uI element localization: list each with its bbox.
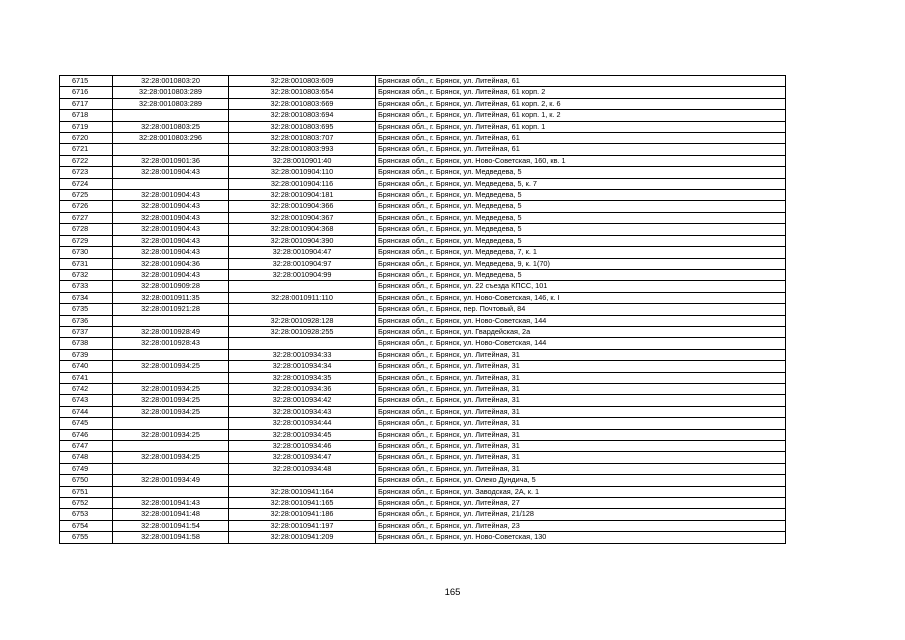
object-number-cell (229, 304, 376, 315)
table-row (60, 338, 786, 349)
land-plot-number-cell: 32:28:0010904:43 (113, 247, 229, 258)
table-row (60, 452, 786, 463)
address-cell: Брянская обл., г. Брянск, ул. Ново-Советская, 160, кв. 1 (376, 155, 786, 166)
table-row (60, 326, 786, 337)
land-plot-number-cell (113, 178, 229, 189)
row-number-cell: 6744 (60, 406, 113, 417)
table-row (60, 178, 786, 189)
address-cell: Брянская обл., г. Брянск, ул. Медведева, 9, к. 1(70) (376, 258, 786, 269)
object-number-cell: 32:28:0010934:42 (229, 395, 376, 406)
table-row (60, 87, 786, 98)
land-plot-number-cell: 32:28:0010904:43 (113, 190, 229, 201)
table-row (60, 395, 786, 406)
address-cell: Брянская обл., г. Брянск, ул. 22 съезда КПСС, 101 (376, 281, 786, 292)
address-cell: Брянская обл., г. Брянск, ул. Ново-Советская, 144 (376, 338, 786, 349)
row-number-cell: 6720 (60, 133, 113, 144)
object-number-cell: 32:28:0010941:165 (229, 498, 376, 509)
land-plot-number-cell: 32:28:0010803:289 (113, 87, 229, 98)
object-number-cell: 32:28:0010904:110 (229, 167, 376, 178)
object-number-cell: 32:28:0010934:35 (229, 372, 376, 383)
address-cell: Брянская обл., г. Брянск, ул. Литейная, 31 (376, 361, 786, 372)
land-plot-number-cell: 32:28:0010911:35 (113, 292, 229, 303)
row-number-cell: 6736 (60, 315, 113, 326)
address-cell: Брянская обл., г. Брянск, ул. Литейная, 31 (376, 452, 786, 463)
address-cell: Брянская обл., г. Брянск, ул. Литейная, 31 (376, 429, 786, 440)
cadastral-table (59, 75, 786, 544)
object-number-cell: 32:28:0010934:33 (229, 349, 376, 360)
address-cell: Брянская обл., г. Брянск, ул. Гвардейская, 2а (376, 326, 786, 337)
row-number-cell: 6747 (60, 441, 113, 452)
address-cell: Брянская обл., г. Брянск, ул. Литейная, 61 корп. 1 (376, 121, 786, 132)
table-row (60, 383, 786, 394)
object-number-cell: 32:28:0010928:128 (229, 315, 376, 326)
land-plot-number-cell: 32:28:0010941:43 (113, 498, 229, 509)
object-number-cell: 32:28:0010934:47 (229, 452, 376, 463)
row-number-cell: 6717 (60, 98, 113, 109)
address-cell: Брянская обл., г. Брянск, пер. Почтовый, 84 (376, 304, 786, 315)
address-cell: Брянская обл., г. Брянск, ул. Литейная, 31 (376, 349, 786, 360)
land-plot-number-cell (113, 144, 229, 155)
object-number-cell: 32:28:0010928:255 (229, 326, 376, 337)
row-number-cell: 6723 (60, 167, 113, 178)
land-plot-number-cell: 32:28:0010934:25 (113, 406, 229, 417)
land-plot-number-cell: 32:28:0010904:43 (113, 269, 229, 280)
table-row (60, 304, 786, 315)
address-cell: Брянская обл., г. Брянск, ул. Ново-Советская, 130 (376, 532, 786, 543)
row-number-cell: 6728 (60, 224, 113, 235)
land-plot-number-cell (113, 372, 229, 383)
object-number-cell: 32:28:0010904:116 (229, 178, 376, 189)
table-row (60, 269, 786, 280)
address-cell: Брянская обл., г. Брянск, ул. Медведева, 5 (376, 224, 786, 235)
address-cell: Брянская обл., г. Брянск, ул. Олеко Дундича, 5 (376, 475, 786, 486)
address-cell: Брянская обл., г. Брянск, ул. Литейная, 21/128 (376, 509, 786, 520)
land-plot-number-cell: 32:28:0010803:20 (113, 76, 229, 87)
object-number-cell: 32:28:0010904:47 (229, 247, 376, 258)
row-number-cell: 6715 (60, 76, 113, 87)
object-number-cell: 32:28:0010941:186 (229, 509, 376, 520)
table-row (60, 155, 786, 166)
row-number-cell: 6735 (60, 304, 113, 315)
land-plot-number-cell: 32:28:0010928:49 (113, 326, 229, 337)
row-number-cell: 6754 (60, 520, 113, 531)
table-row (60, 98, 786, 109)
object-number-cell: 32:28:0010904:367 (229, 212, 376, 223)
row-number-cell: 6740 (60, 361, 113, 372)
table-row (60, 224, 786, 235)
land-plot-number-cell (113, 110, 229, 121)
land-plot-number-cell (113, 441, 229, 452)
row-number-cell: 6737 (60, 326, 113, 337)
object-number-cell: 32:28:0010904:366 (229, 201, 376, 212)
object-number-cell: 32:28:0010934:46 (229, 441, 376, 452)
address-cell: Брянская обл., г. Брянск, ул. Литейная, 61 корп. 2 (376, 87, 786, 98)
object-number-cell: 32:28:0010934:45 (229, 429, 376, 440)
land-plot-number-cell: 32:28:0010904:43 (113, 235, 229, 246)
land-plot-number-cell: 32:28:0010909:28 (113, 281, 229, 292)
land-plot-number-cell (113, 418, 229, 429)
object-number-cell: 32:28:0010941:209 (229, 532, 376, 543)
object-number-cell: 32:28:0010901:40 (229, 155, 376, 166)
row-number-cell: 6724 (60, 178, 113, 189)
table-row (60, 418, 786, 429)
object-number-cell: 32:28:0010934:44 (229, 418, 376, 429)
table-row (60, 361, 786, 372)
row-number-cell: 6718 (60, 110, 113, 121)
row-number-cell: 6721 (60, 144, 113, 155)
table-row (60, 110, 786, 121)
address-cell: Брянская обл., г. Брянск, ул. Медведева, 5 (376, 269, 786, 280)
address-cell: Брянская обл., г. Брянск, ул. Литейная, 31 (376, 441, 786, 452)
object-number-cell: 32:28:0010904:181 (229, 190, 376, 201)
address-cell: Брянская обл., г. Брянск, ул. Литейная, 61 (376, 133, 786, 144)
table-row (60, 463, 786, 474)
land-plot-number-cell: 32:28:0010941:54 (113, 520, 229, 531)
land-plot-number-cell (113, 486, 229, 497)
object-number-cell: 32:28:0010941:197 (229, 520, 376, 531)
object-number-cell: 32:28:0010803:694 (229, 110, 376, 121)
land-plot-number-cell (113, 349, 229, 360)
land-plot-number-cell: 32:28:0010934:25 (113, 383, 229, 394)
land-plot-number-cell: 32:28:0010921:28 (113, 304, 229, 315)
table-row (60, 258, 786, 269)
row-number-cell: 6749 (60, 463, 113, 474)
row-number-cell: 6755 (60, 532, 113, 543)
table-row (60, 247, 786, 258)
table-row (60, 144, 786, 155)
address-cell: Брянская обл., г. Брянск, ул. Литейная, 31 (376, 463, 786, 474)
object-number-cell: 32:28:0010803:707 (229, 133, 376, 144)
row-number-cell: 6751 (60, 486, 113, 497)
row-number-cell: 6752 (60, 498, 113, 509)
land-plot-number-cell: 32:28:0010904:43 (113, 212, 229, 223)
land-plot-number-cell: 32:28:0010904:43 (113, 201, 229, 212)
table-row (60, 315, 786, 326)
row-number-cell: 6753 (60, 509, 113, 520)
address-cell: Брянская обл., г. Брянск, ул. Ново-Советская, 144 (376, 315, 786, 326)
table-row (60, 292, 786, 303)
row-number-cell: 6716 (60, 87, 113, 98)
land-plot-number-cell: 32:28:0010934:49 (113, 475, 229, 486)
land-plot-number-cell: 32:28:0010803:296 (113, 133, 229, 144)
object-number-cell: 32:28:0010904:97 (229, 258, 376, 269)
row-number-cell: 6719 (60, 121, 113, 132)
object-number-cell (229, 338, 376, 349)
land-plot-number-cell: 32:28:0010904:43 (113, 224, 229, 235)
row-number-cell: 6746 (60, 429, 113, 440)
row-number-cell: 6734 (60, 292, 113, 303)
object-number-cell: 32:28:0010934:43 (229, 406, 376, 417)
address-cell: Брянская обл., г. Брянск, ул. Литейная, 31 (376, 406, 786, 417)
row-number-cell: 6730 (60, 247, 113, 258)
table-row (60, 520, 786, 531)
row-number-cell: 6726 (60, 201, 113, 212)
table-row (60, 212, 786, 223)
address-cell: Брянская обл., г. Брянск, ул. Литейная, 61 (376, 144, 786, 155)
row-number-cell: 6731 (60, 258, 113, 269)
land-plot-number-cell: 32:28:0010928:43 (113, 338, 229, 349)
row-number-cell: 6748 (60, 452, 113, 463)
object-number-cell: 32:28:0010803:669 (229, 98, 376, 109)
row-number-cell: 6743 (60, 395, 113, 406)
address-cell: Брянская обл., г. Брянск, ул. Медведева, 5 (376, 201, 786, 212)
land-plot-number-cell: 32:28:0010934:25 (113, 395, 229, 406)
address-cell: Брянская обл., г. Брянск, ул. Литейная, 31 (376, 383, 786, 394)
land-plot-number-cell: 32:28:0010941:58 (113, 532, 229, 543)
land-plot-number-cell: 32:28:0010803:289 (113, 98, 229, 109)
address-cell: Брянская обл., г. Брянск, ул. Медведева, 5, к. 7 (376, 178, 786, 189)
address-cell: Брянская обл., г. Брянск, ул. Заводская, 2А, к. 1 (376, 486, 786, 497)
row-number-cell: 6722 (60, 155, 113, 166)
object-number-cell: 32:28:0010941:164 (229, 486, 376, 497)
address-cell: Брянская обл., г. Брянск, ул. Медведева, 5 (376, 190, 786, 201)
table-body (60, 76, 786, 544)
row-number-cell: 6742 (60, 383, 113, 394)
row-number-cell: 6741 (60, 372, 113, 383)
table-row (60, 76, 786, 87)
land-plot-number-cell: 32:28:0010901:36 (113, 155, 229, 166)
table-row (60, 532, 786, 543)
page-number: 165 (444, 587, 461, 598)
object-number-cell (229, 281, 376, 292)
object-number-cell (229, 475, 376, 486)
object-number-cell: 32:28:0010904:99 (229, 269, 376, 280)
object-number-cell: 32:28:0010934:36 (229, 383, 376, 394)
table-row (60, 406, 786, 417)
address-cell: Брянская обл., г. Брянск, ул. Литейная, 31 (376, 395, 786, 406)
table-row (60, 281, 786, 292)
table-row (60, 167, 786, 178)
table-row (60, 498, 786, 509)
table-row (60, 429, 786, 440)
table-row (60, 121, 786, 132)
land-plot-number-cell: 32:28:0010934:25 (113, 429, 229, 440)
table-row (60, 133, 786, 144)
row-number-cell: 6745 (60, 418, 113, 429)
address-cell: Брянская обл., г. Брянск, ул. Литейная, 31 (376, 418, 786, 429)
row-number-cell: 6739 (60, 349, 113, 360)
row-number-cell: 6725 (60, 190, 113, 201)
table-row (60, 201, 786, 212)
table-row (60, 190, 786, 201)
land-plot-number-cell (113, 315, 229, 326)
object-number-cell: 32:28:0010803:695 (229, 121, 376, 132)
object-number-cell: 32:28:0010904:368 (229, 224, 376, 235)
row-number-cell: 6750 (60, 475, 113, 486)
row-number-cell: 6733 (60, 281, 113, 292)
table-row (60, 235, 786, 246)
address-cell: Брянская обл., г. Брянск, ул. Медведева, 5 (376, 167, 786, 178)
object-number-cell: 32:28:0010803:993 (229, 144, 376, 155)
object-number-cell: 32:28:0010904:390 (229, 235, 376, 246)
table-row (60, 475, 786, 486)
land-plot-number-cell: 32:28:0010934:25 (113, 452, 229, 463)
row-number-cell: 6732 (60, 269, 113, 280)
object-number-cell: 32:28:0010803:609 (229, 76, 376, 87)
table-row (60, 349, 786, 360)
address-cell: Брянская обл., г. Брянск, ул. Медведева, 5 (376, 212, 786, 223)
table-row (60, 509, 786, 520)
address-cell: Брянская обл., г. Брянск, ул. Ново-Советская, 146, к. I (376, 292, 786, 303)
table-row (60, 372, 786, 383)
address-cell: Брянская обл., г. Брянск, ул. Литейная, 23 (376, 520, 786, 531)
land-plot-number-cell: 32:28:0010904:43 (113, 167, 229, 178)
land-plot-number-cell: 32:28:0010803:25 (113, 121, 229, 132)
object-number-cell: 32:28:0010911:110 (229, 292, 376, 303)
address-cell: Брянская обл., г. Брянск, ул. Медведева, 5 (376, 235, 786, 246)
table-row (60, 486, 786, 497)
object-number-cell: 32:28:0010934:34 (229, 361, 376, 372)
address-cell: Брянская обл., г. Брянск, ул. Литейная, 61 (376, 76, 786, 87)
row-number-cell: 6727 (60, 212, 113, 223)
address-cell: Брянская обл., г. Брянск, ул. Медведева, 7, к. 1 (376, 247, 786, 258)
address-cell: Брянская обл., г. Брянск, ул. Литейная, 27 (376, 498, 786, 509)
address-cell: Брянская обл., г. Брянск, ул. Литейная, 61 корп. 1, к. 2 (376, 110, 786, 121)
object-number-cell: 32:28:0010934:48 (229, 463, 376, 474)
land-plot-number-cell: 32:28:0010934:25 (113, 361, 229, 372)
row-number-cell: 6729 (60, 235, 113, 246)
address-cell: Брянская обл., г. Брянск, ул. Литейная, 61 корп. 2, к. 6 (376, 98, 786, 109)
table-row (60, 441, 786, 452)
address-cell: Брянская обл., г. Брянск, ул. Литейная, 31 (376, 372, 786, 383)
land-plot-number-cell: 32:28:0010904:36 (113, 258, 229, 269)
land-plot-number-cell (113, 463, 229, 474)
object-number-cell: 32:28:0010803:654 (229, 87, 376, 98)
land-plot-number-cell: 32:28:0010941:48 (113, 509, 229, 520)
row-number-cell: 6738 (60, 338, 113, 349)
